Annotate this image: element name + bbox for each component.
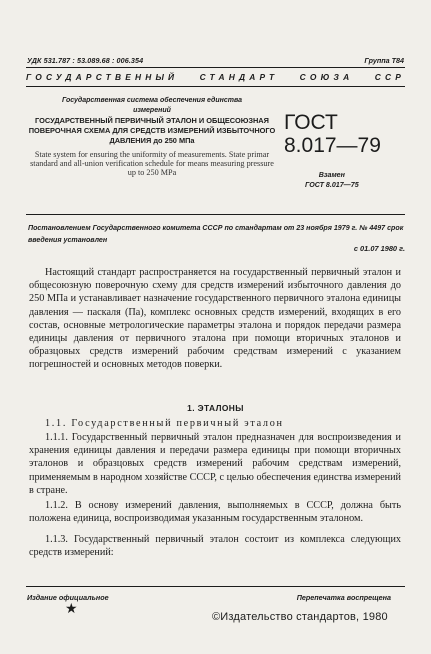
banner-rule [26,86,405,87]
title-block [26,96,278,177]
section-heading: 1. ЭТАЛОНЫ [187,403,244,413]
gost-label: ГОСТ [284,111,338,134]
footer-rule [26,586,405,587]
system-line-2: измерений [133,106,171,114]
star-icon: ★ [65,602,78,617]
russian-title: ГОСУДАРСТВЕННЫЙ ПЕРВИЧНЫЙ ЭТАЛОН И ОБЩЕСОЮЗНАЯ ПОВЕРОЧНАЯ СХЕМА ДЛЯ СРЕДСТВ ИЗМЕРЕНИЙ ИЗБЫТОЧНОГО ДАВЛЕНИЯ до 250 МПа [28,116,276,146]
top-rule [26,67,405,68]
no-reprint-note: Перепечатка воспрещена [296,593,391,602]
replacement-note [305,170,359,190]
paragraph-1-1-1: 1.1.1. Государственный первичный эталон предназначен для воспроизведения и хранения единицы давления и передачи размера единицы при помощи вторичных эталонов и образцовых средств измерений рабочим средствам измерений, применяемым в народном хозяйстве СССР, с целью обеспечения единства измерений в стране. [29,432,401,496]
copyright: ©Издательство стандартов, 1980 [212,611,388,623]
group-code: Группа Т84 [364,56,404,65]
paragraph-1-1-3: 1.1.3. Государственный первичный эталон состоит из комплекса следующих средств измерений: [29,534,401,559]
udk-code: УДК 531.787 : 53.089.68 : 006.354 [27,56,144,65]
english-title: State system for ensuring the uniformity of measurements. State primar standard and all-union verification schedule for means measuring pressure up to 250 MPa [30,149,274,177]
official-edition: Издание официальное [27,593,109,602]
gost-number: 8.017—79 [284,134,381,157]
effective-date: с 01.07 1980 г. [353,244,405,253]
decree-text: Постановлением Государственного комитета СССР по стандартам от 23 ноября 1979 г. № 4497 срок введения установлен [28,224,404,244]
subsection-heading: 1.1. Государственный первичный эталон [45,418,284,429]
decree-rule [26,214,405,215]
paragraph-1-1-2: 1.1.2. В основу измерений давления, выполняемых в СССР, должна быть положена единица, воспроизводимая указанным государственным эталоном. [29,500,401,525]
replace-label: Взамен [318,171,345,179]
intro-paragraph: Настоящий стандарт распространяется на государственный первичный эталон и общесоюзную поверочную схему для средств измерений избыточного давления до 250 МПа и устанавливает назначение государственного первичного эталона единицы давления — паскаля (Па), комплекс основных средств измерений, входящих в его состав, основные метрологические параметры эталона и порядок передачи размера единицы давления от первичного эталона при помощи вторичных эталонов и образцовых средств измерений рабочим средствам измерений с указанием погрешностей и основных методов поверки. [29,267,401,371]
gost-number-block [284,111,381,157]
replace-value: ГОСТ 8.017—75 [305,181,359,189]
standard-banner: ГОСУДАРСТВЕННЫЙ СТАНДАРТ СОЮЗА ССР [26,72,405,82]
system-line-1: Государственная система обеспечения единства [62,97,242,104]
